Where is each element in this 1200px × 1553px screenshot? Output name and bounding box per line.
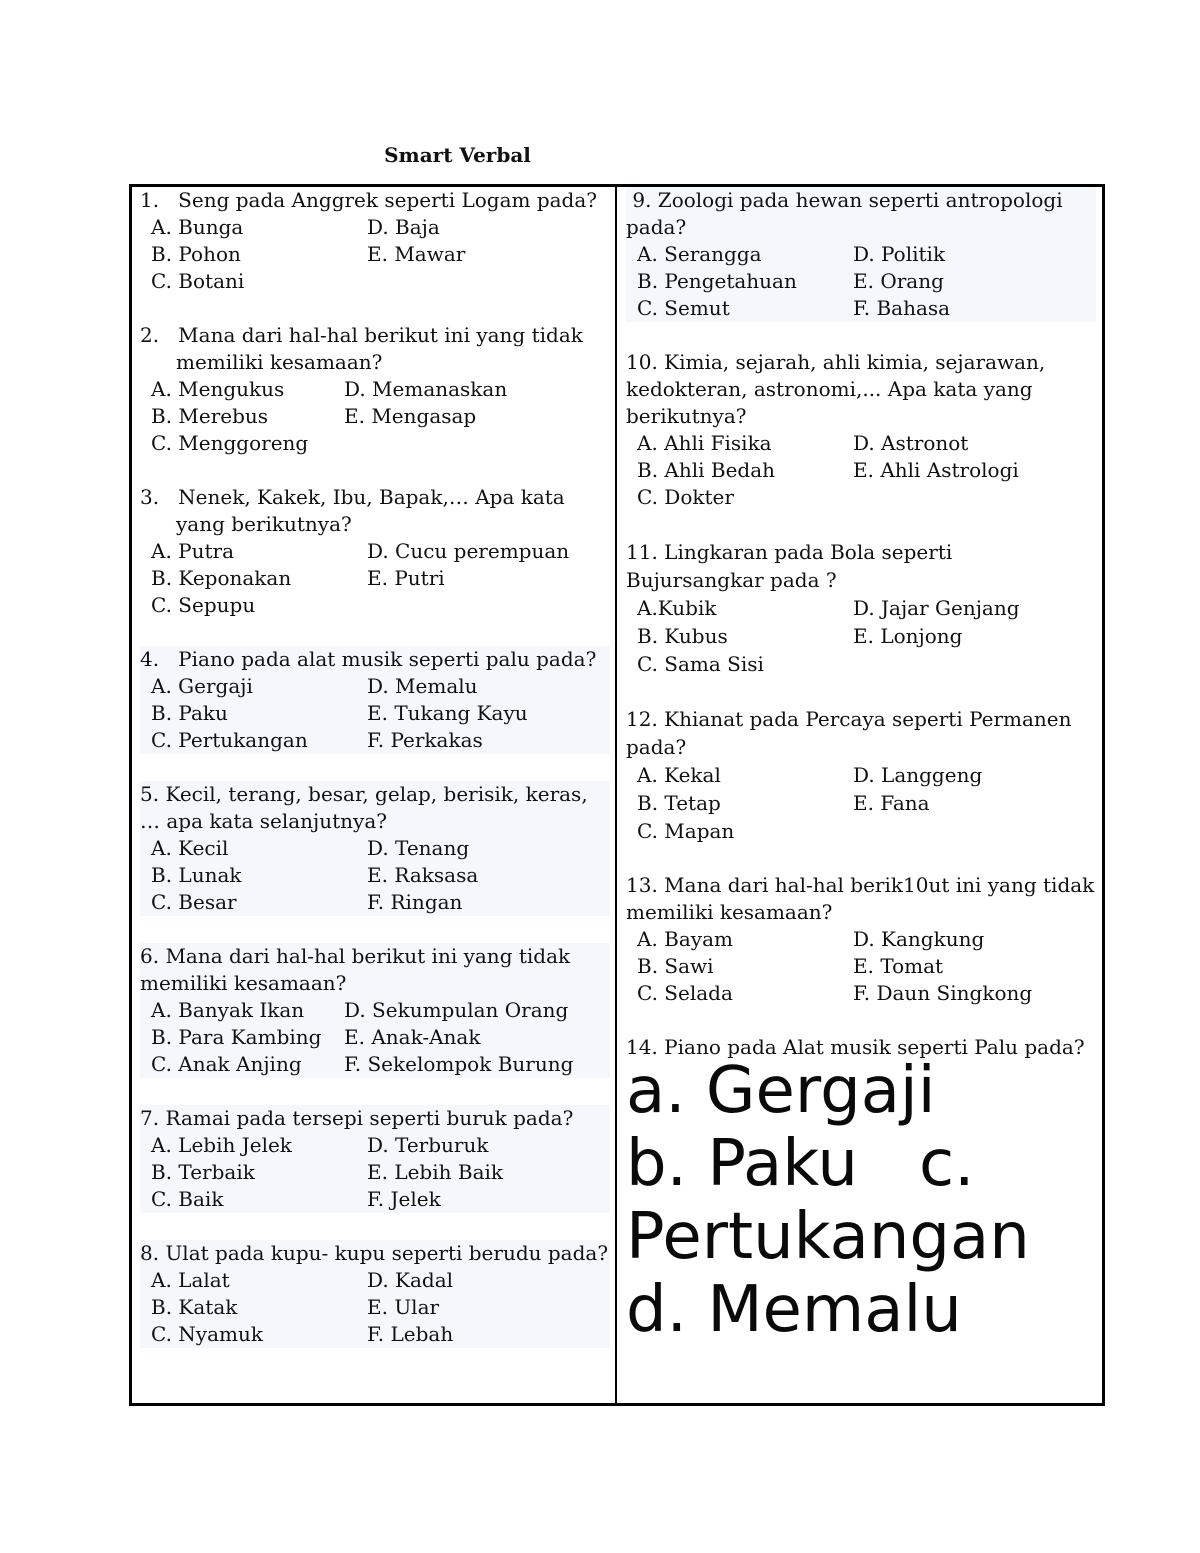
option-a: A. Kecil — [151, 836, 229, 860]
option-a: A.Kubik — [637, 596, 717, 620]
option-b: B. Lunak — [151, 863, 242, 887]
option-e: E. Putri — [367, 566, 445, 590]
answer-c: c. Pertukangan — [626, 1127, 1030, 1274]
question-text: 10. Kimia, sejarah, ahli kimia, sejarawan, kedokteran, astronomi,... Apa kata yang berikutnya? — [626, 350, 1046, 428]
option-c: C. Sama Sisi — [637, 652, 764, 676]
question-5 — [140, 781, 610, 916]
question-text: 6. Mana dari hal-hal berikut ini yang tidak memiliki kesamaan? — [140, 944, 571, 995]
question-text: 1. Seng pada Anggrek seperti Logam pada? — [140, 188, 597, 212]
option-d: D. Terburuk — [367, 1133, 489, 1157]
question-6 — [140, 943, 610, 1078]
question-text: 8. Ulat pada kupu- kupu seperti berudu pada? — [140, 1241, 609, 1265]
option-d: D. Astronot — [853, 431, 969, 455]
option-e: E. Mengasap — [344, 404, 477, 428]
option-a: A. Kekal — [637, 763, 721, 787]
option-f: F. Bahasa — [853, 296, 951, 320]
option-a: A. Putra — [151, 539, 235, 563]
option-e: E. Orang — [853, 269, 944, 293]
question-12 — [626, 705, 1096, 845]
question-1 — [140, 187, 610, 295]
option-e: E. Tukang Kayu — [367, 701, 528, 725]
option-c: C. Semut — [637, 296, 730, 320]
option-b: B. Ahli Bedah — [637, 458, 776, 482]
option-e: E. Mawar — [367, 242, 466, 266]
question-text: 9. Zoologi pada hewan seperti antropologi pada? — [626, 188, 1069, 239]
option-b: B. Kubus — [637, 624, 728, 648]
page-title: Smart Verbal — [384, 143, 531, 167]
option-b: B. Paku — [151, 701, 228, 725]
option-d: D. Sekumpulan Orang — [344, 998, 569, 1022]
question-13 — [626, 872, 1096, 1007]
question-9 — [626, 187, 1096, 322]
answer-a: a. Gergaji — [626, 1054, 936, 1128]
question-7 — [140, 1105, 610, 1213]
option-e: E. Ular — [367, 1295, 440, 1319]
option-e: E. Tomat — [853, 954, 944, 978]
option-d: D. Jajar Genjang — [853, 596, 1020, 620]
question-text: 3. Nenek, Kakek, Ibu, Bapak,… Apa kata yang berikutnya? — [140, 485, 565, 536]
question-11 — [626, 538, 1096, 678]
option-c: C. Nyamuk — [151, 1322, 263, 1346]
option-b: B. Sawi — [637, 954, 714, 978]
option-b: B. Katak — [151, 1295, 238, 1319]
option-f: F. Sekelompok Burung — [344, 1052, 574, 1076]
question-text: 2. Mana dari hal-hal berikut ini yang tidak memiliki kesamaan? — [140, 323, 583, 374]
option-a: A. Mengukus — [151, 377, 285, 401]
question-14 — [626, 1034, 1096, 1347]
option-d: D. Cucu perempuan — [367, 539, 570, 563]
right-column — [626, 187, 1096, 1347]
option-e: E. Fana — [853, 791, 930, 815]
option-a: A. Lalat — [151, 1268, 230, 1292]
option-c: C. Mapan — [637, 819, 735, 843]
option-c: C. Baik — [151, 1187, 224, 1211]
question-4 — [140, 646, 610, 754]
option-f: F. Daun Singkong — [853, 981, 1033, 1005]
option-f: F. Perkakas — [367, 728, 483, 752]
option-c: C. Menggoreng — [151, 431, 309, 455]
question-10 — [626, 349, 1096, 511]
question-text: 5. Kecil, terang, besar, gelap, berisik, keras, … apa kata selanjutnya? — [140, 782, 588, 833]
answer-d: d. Memalu — [626, 1273, 962, 1347]
option-c: C. Anak Anjing — [151, 1052, 302, 1076]
question-text: 11. Lingkaran pada Bola seperti Bujursangkar pada ? — [626, 540, 953, 592]
option-a: A. Lebih Jelek — [151, 1133, 292, 1157]
option-e: E. Anak-Anak — [344, 1025, 481, 1049]
option-b: B. Pengetahuan — [637, 269, 797, 293]
question-14-answers — [626, 1055, 1096, 1347]
option-b: B. Tetap — [637, 791, 721, 815]
option-d: D. Baja — [367, 215, 440, 239]
option-f: F. Jelek — [367, 1187, 441, 1211]
question-2 — [140, 322, 610, 457]
option-b: B. Merebus — [151, 404, 269, 428]
option-c: C. Botani — [151, 269, 245, 293]
option-d: D. Tenang — [367, 836, 470, 860]
option-e: E. Lonjong — [853, 624, 963, 648]
option-c: C. Sepupu — [151, 593, 256, 617]
question-8 — [140, 1240, 610, 1348]
option-b: B. Terbaik — [151, 1160, 255, 1184]
option-d: D. Memalu — [367, 674, 478, 698]
option-d: D. Kadal — [367, 1268, 454, 1292]
option-d: D. Kangkung — [853, 927, 985, 951]
column-divider — [615, 184, 617, 1403]
option-d: D. Memanaskan — [344, 377, 508, 401]
question-text: 13. Mana dari hal-hal berik10ut ini yang tidak memiliki kesamaan? — [626, 873, 1095, 924]
option-c: C. Selada — [637, 981, 733, 1005]
option-a: A. Banyak Ikan — [151, 998, 305, 1022]
option-c: C. Besar — [151, 890, 237, 914]
answer-b: b. Paku — [626, 1127, 858, 1201]
option-b: B. Para Kambing — [151, 1025, 322, 1049]
question-text: 7. Ramai pada tersepi seperti buruk pada? — [140, 1106, 574, 1130]
option-b: B. Pohon — [151, 242, 241, 266]
option-d: D. Langgeng — [853, 763, 983, 787]
option-f: F. Lebah — [367, 1322, 454, 1346]
option-a: A. Bunga — [151, 215, 244, 239]
question-text: 12. Khianat pada Percaya seperti Permanen pada? — [626, 707, 1072, 759]
question-text: 4. Piano pada alat musik seperti palu pada? — [140, 647, 597, 671]
option-e: E. Ahli Astrologi — [853, 458, 1019, 482]
question-text: 14. Piano pada Alat musik seperti Palu pada? — [626, 1035, 1085, 1059]
option-a: A. Bayam — [637, 927, 733, 951]
option-b: B. Keponakan — [151, 566, 292, 590]
option-e: E. Raksasa — [367, 863, 479, 887]
option-a: A. Ahli Fisika — [637, 431, 772, 455]
option-c: C. Dokter — [637, 485, 734, 509]
option-e: E. Lebih Baik — [367, 1160, 504, 1184]
option-a: A. Serangga — [637, 242, 762, 266]
left-column — [140, 187, 610, 1375]
question-3 — [140, 484, 610, 619]
option-f: F. Ringan — [367, 890, 463, 914]
option-a: A. Gergaji — [151, 674, 253, 698]
option-c: C. Pertukangan — [151, 728, 308, 752]
option-d: D. Politik — [853, 242, 946, 266]
